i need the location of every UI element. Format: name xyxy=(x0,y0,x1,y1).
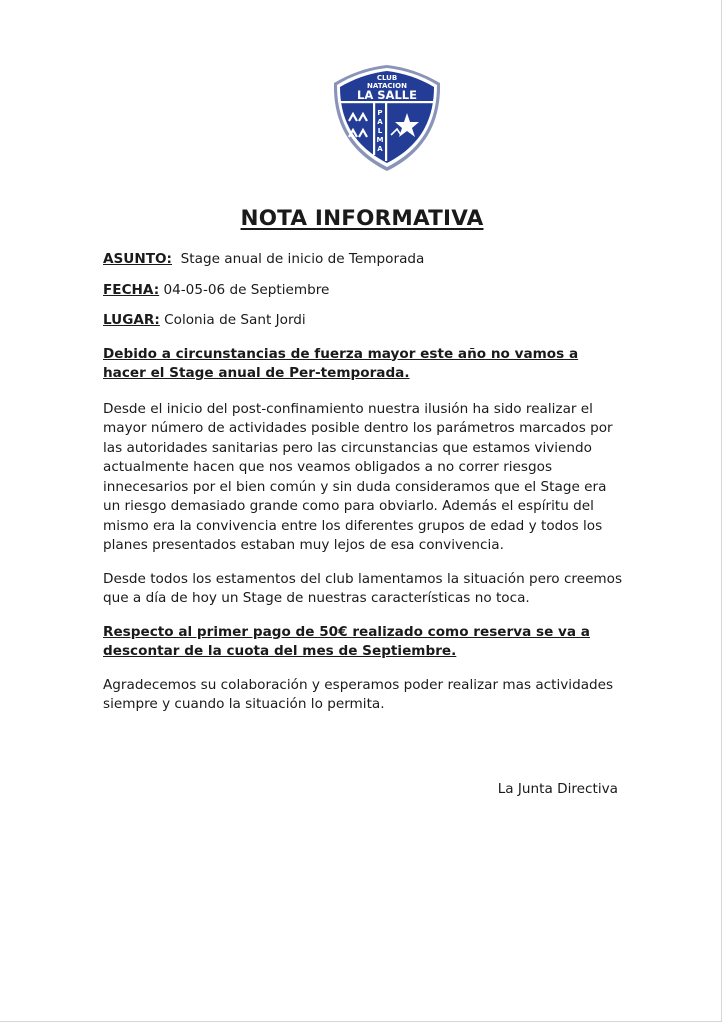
club-logo xyxy=(331,63,443,173)
paragraph-explanation: Desde el inicio del post-confinamiento nuestra ilusión ha sido realizar el mayor número de actividades posible dentro los parámetros marcados por las autoridades sanitarias pero las circunstancias que estamos viviendo actualmente hacen que nos veamos obligados a no correr riesgos innecesarios por el bien común y sin duda consideramos que el Stage era un riesgo demasiado grande como para obviarlo. Además el espíritu del mismo era la convivencia entre los diferentes grupos de edad y todos los planes presentados estaban muy lejos de esa convivencia. xyxy=(103,400,613,553)
payment-note: Respecto al primer pago de 50€ realizado como reserva se va a descontar de la cuota del mes de Septiembre. xyxy=(103,623,590,659)
lugar-value: Colonia de Sant Jordi xyxy=(164,312,306,328)
asunto-label: ASUNTO: xyxy=(103,251,172,267)
logo-letter-m: M xyxy=(376,136,384,144)
logo-text-natacion: NATACION xyxy=(367,82,407,90)
lugar-label: LUGAR: xyxy=(103,312,160,328)
document-body xyxy=(103,250,623,727)
fecha-value: 04-05-06 de Septiembre xyxy=(163,281,330,298)
logo-divider-right xyxy=(385,103,387,161)
shield-logo-icon xyxy=(331,63,443,173)
fecha-label: FECHA: xyxy=(103,281,160,298)
asunto-line xyxy=(103,250,623,270)
logo-letter-p: P xyxy=(377,109,383,117)
fecha-line xyxy=(103,281,623,301)
logo-text-club: CLUB xyxy=(376,74,398,82)
logo-letter-a2: A xyxy=(377,145,383,153)
logo-divider-left xyxy=(373,103,375,155)
lugar-line xyxy=(103,311,623,331)
asunto-value: Stage anual de inicio de Temporada xyxy=(180,251,425,267)
logo-letter-a1: A xyxy=(377,118,383,126)
logo-letter-l: L xyxy=(377,127,383,135)
cancellation-notice: Debido a circunstancias de fuerza mayor este año no vamos a hacer el Stage anual de Per-temporada. xyxy=(103,345,579,381)
paragraph-club-statement: Desde todos los estamentos del club lamentamos la situación pero creemos que a día de hoy un Stage de nuestras características no toca. xyxy=(103,570,623,606)
paragraph-thanks: Agradecemos su colaboración y esperamos poder realizar mas actividades siempre y cuando la situación lo permita. xyxy=(103,676,614,712)
signature: La Junta Directiva xyxy=(497,781,618,797)
logo-text-lasalle: LA SALLE xyxy=(357,88,417,102)
document-title: NOTA INFORMATIVA xyxy=(240,206,484,231)
